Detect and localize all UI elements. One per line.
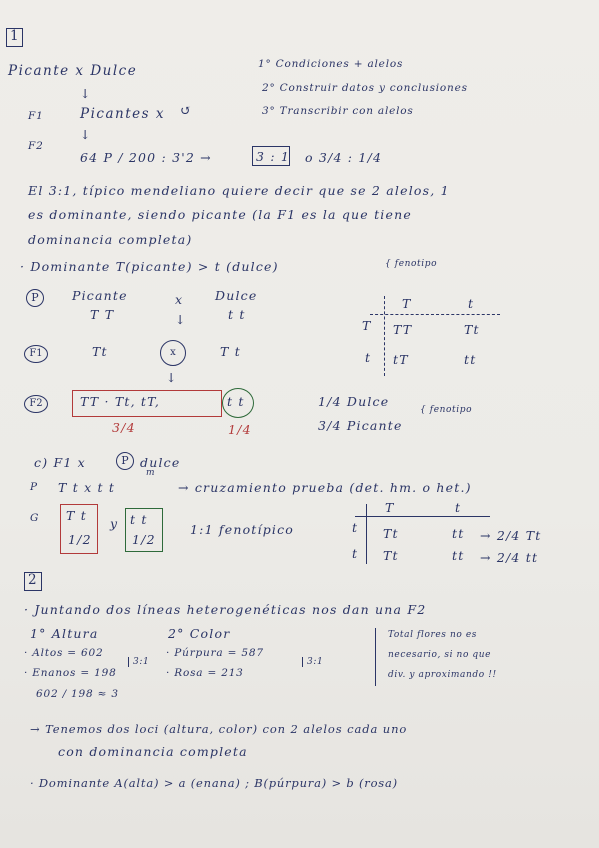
pheno-line-1: 1/4 Dulce xyxy=(318,394,390,409)
gametes-label: G xyxy=(30,512,40,524)
punnett-cell-Tt: Tt xyxy=(464,322,480,337)
altura-ratio: 3:1 xyxy=(128,657,149,667)
section-2-number: 2 xyxy=(28,572,39,588)
dominance-line: · Dominante T(picante) > t (dulce) xyxy=(20,259,279,274)
test-cross-note: → cruzamiento prueba (det. hm. o het.) xyxy=(178,480,472,495)
test-cell-2: tt xyxy=(452,526,465,541)
step-3: 3° Transcribir con alelos xyxy=(262,105,414,117)
punnett-cell-TT: TT xyxy=(393,322,413,337)
note-line-1: Total flores no es xyxy=(388,630,478,640)
f2-label: F2 xyxy=(28,140,44,152)
color-ratio: 3:1 xyxy=(302,657,323,667)
rosa: · Rosa = 213 xyxy=(166,667,244,679)
arrow-down-2: ↓ xyxy=(80,127,92,142)
f2-text: 64 P / 200 : 3'2 → xyxy=(80,150,212,165)
cross-title: Picante x Dulce xyxy=(8,63,138,79)
punnett-vline xyxy=(384,296,385,376)
self-cross-icon: ↺ xyxy=(180,103,193,119)
paragraph-line-3: dominancia completa) xyxy=(28,232,193,247)
test-p-label: P xyxy=(121,454,129,467)
p-circle xyxy=(26,289,44,307)
test-vline xyxy=(366,504,367,564)
f1-circle-label: F1 xyxy=(29,348,43,359)
altura-calc: 602 / 198 ≈ 3 xyxy=(36,688,119,700)
test-p-prefix: P xyxy=(30,481,38,493)
gamete-1-bot: 1/2 xyxy=(68,532,92,547)
f2-genotypes: TT · Tt, tT, xyxy=(80,394,161,409)
test-cell-3: Tt xyxy=(383,548,399,563)
note-line-2: necesario, si no que xyxy=(388,650,492,660)
pheno-brace: { fenotipo xyxy=(420,405,473,415)
f1-text: Picantes x xyxy=(80,106,165,122)
test-row-2: t xyxy=(352,546,359,561)
fenotipo-label: { fenotipo xyxy=(385,259,438,269)
f1-arrow: ↓ xyxy=(166,370,178,385)
purpura: · Púrpura = 587 xyxy=(166,647,264,659)
self-circle: x xyxy=(160,340,186,366)
test-m: m xyxy=(146,468,156,478)
gamete-1-top: T t xyxy=(66,508,87,523)
p-arrow: ↓ xyxy=(175,312,187,327)
punnett-row-1: T xyxy=(362,318,372,333)
f2-tt: t t xyxy=(227,394,245,409)
f2-tail: o 3/4 : 1/4 xyxy=(305,150,383,165)
test-head-2: dulce xyxy=(140,455,181,470)
paragraph-line-1: El 3:1, típico mendeliano quiere decir que se 2 alelos, 1 xyxy=(28,183,450,198)
f2-ratio-2: 1/4 xyxy=(228,422,252,437)
p-right: Dulce xyxy=(215,288,258,303)
step-2: 2° Construir datos y conclusiones xyxy=(262,82,468,94)
p-left: Picante xyxy=(72,288,128,303)
dominance-2: · Dominante A(alta) > a (enana) ; B(púrpura) > b (rosa) xyxy=(30,776,398,790)
gamete-2-top: t t xyxy=(130,512,148,527)
loci-line-2: con dominancia completa xyxy=(58,744,248,759)
section-number: 1 xyxy=(10,28,21,44)
gamete-2-bot: 1/2 xyxy=(132,532,156,547)
altura-head: 1° Altura xyxy=(30,626,99,641)
p-circle-label: P xyxy=(31,291,39,304)
test-cell-1: Tt xyxy=(383,526,399,541)
f1-right: T t xyxy=(220,344,241,359)
test-p-line: T t x t t xyxy=(58,480,116,495)
punnett-hline xyxy=(370,314,500,315)
punnett-cell-tt: tt xyxy=(464,352,477,367)
test-result-2: → 2/4 tt xyxy=(480,550,539,565)
enanos: · Enanos = 198 xyxy=(24,667,117,679)
f2-circle-label: F2 xyxy=(29,398,43,409)
test-p-circle xyxy=(116,452,134,470)
punnett-col-1: T xyxy=(402,296,412,311)
gamete-y: y xyxy=(110,516,119,531)
test-row-1: t xyxy=(352,520,359,535)
ratio-box-text: 3 : 1 xyxy=(256,149,291,164)
test-hline xyxy=(355,516,490,517)
test-result-1: → 2/4 Tt xyxy=(480,528,542,543)
punnett-cell-tT: tT xyxy=(393,352,409,367)
pheno-line-2: 3/4 Picante xyxy=(318,418,403,433)
f1-label: F1 xyxy=(28,110,44,122)
step-1: 1° Condiciones + alelos xyxy=(258,58,404,70)
f1-left: Tt xyxy=(92,344,108,359)
test-col-1: T xyxy=(385,500,395,515)
test-col-2: t xyxy=(455,500,462,515)
loci-line: → Tenemos dos loci (altura, color) con 2 alelos cada uno xyxy=(30,722,408,736)
test-cell-4: tt xyxy=(452,548,465,563)
punnett-row-2: t xyxy=(365,350,372,365)
ratio-fenotipico: 1:1 fenotípico xyxy=(190,522,295,537)
color-head: 2° Color xyxy=(168,626,231,641)
intro-line: · Juntando dos líneas heterogenéticas nos dan una F2 xyxy=(24,602,427,617)
f2-ratio-1: 3/4 xyxy=(112,420,136,435)
p-x: x xyxy=(175,292,184,307)
punnett-col-2: t xyxy=(468,296,475,311)
altos: · Altos = 602 xyxy=(24,647,104,659)
p-g-left: T T xyxy=(90,307,115,322)
arrow-down: ↓ xyxy=(80,86,92,101)
p-g-right: t t xyxy=(228,307,246,322)
f2-circle xyxy=(24,395,48,413)
f1-circle xyxy=(24,345,48,363)
test-head: c) F1 x xyxy=(34,455,86,470)
note-line-3: div. y aproximando !! xyxy=(388,670,497,680)
note-bracket xyxy=(375,628,376,686)
paragraph-line-2: es dominante, siendo picante (la F1 es la que tiene xyxy=(28,207,412,222)
